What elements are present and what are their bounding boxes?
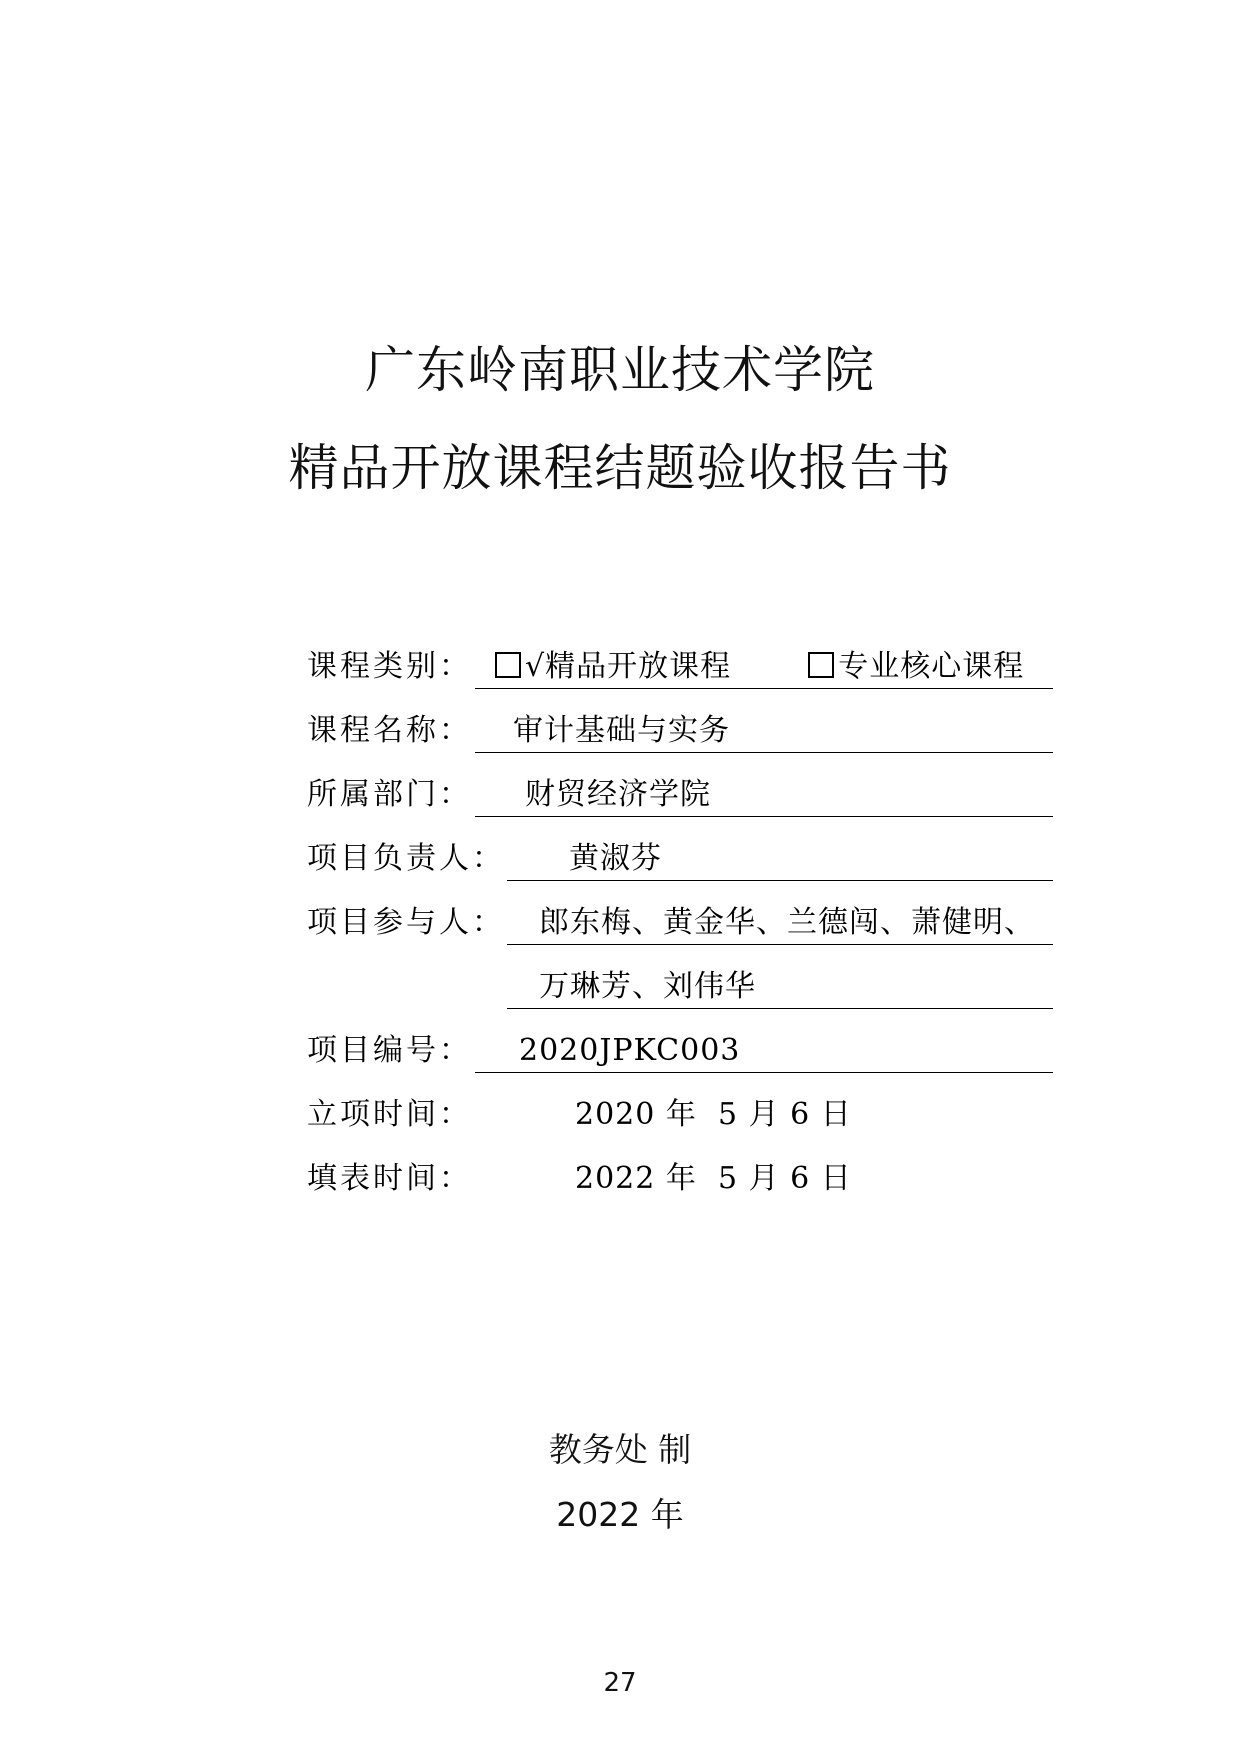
approval-date-value: 2020 年 5 月 6 日	[575, 1097, 852, 1132]
project-number-value: 2020JPKC003	[519, 1033, 741, 1068]
participants-value-line1: 郎东梅、黄金华、兰德闯、萧健明、	[539, 905, 1035, 940]
fill-date-value: 2022 年 5 月 6 日	[575, 1161, 852, 1196]
category-option-core-course[interactable]	[808, 643, 1024, 691]
document-title-institution: 广东岭南职业技术学院	[365, 341, 875, 399]
checkbox-icon[interactable]	[808, 652, 834, 678]
category-option-open-course[interactable]	[495, 643, 731, 691]
document-title-report: 精品开放课程结题验收报告书	[288, 439, 952, 497]
checkbox-icon[interactable]	[495, 652, 521, 678]
course-name-value: 审计基础与实务	[513, 713, 730, 748]
department-label: 所属部门：	[307, 777, 472, 812]
page-number: 27	[603, 1668, 637, 1698]
participants-label: 项目参与人：	[307, 905, 505, 940]
project-leader-value: 黄淑芬	[569, 841, 662, 876]
course-name-label: 课程名称：	[307, 713, 472, 748]
project-leader-label: 项目负责人：	[307, 841, 505, 876]
course-category-label: 课程类别：	[307, 649, 472, 684]
participants-value-line2: 万琳芳、刘伟华	[539, 969, 756, 1004]
category-option-open-course-label: 精品开放课程	[545, 649, 732, 684]
category-option-core-course-label: 专业核心课程	[838, 649, 1025, 684]
issue-year: 2022 年	[556, 1495, 684, 1534]
approval-date-label: 立项时间：	[307, 1097, 472, 1132]
project-number-label: 项目编号：	[307, 1033, 472, 1068]
department-value: 财贸经济学院	[525, 777, 711, 812]
check-mark: √	[525, 649, 546, 684]
course-category-value	[495, 643, 1024, 691]
issuer: 教务处 制	[548, 1430, 692, 1469]
fill-date-label: 填表时间：	[307, 1161, 472, 1196]
